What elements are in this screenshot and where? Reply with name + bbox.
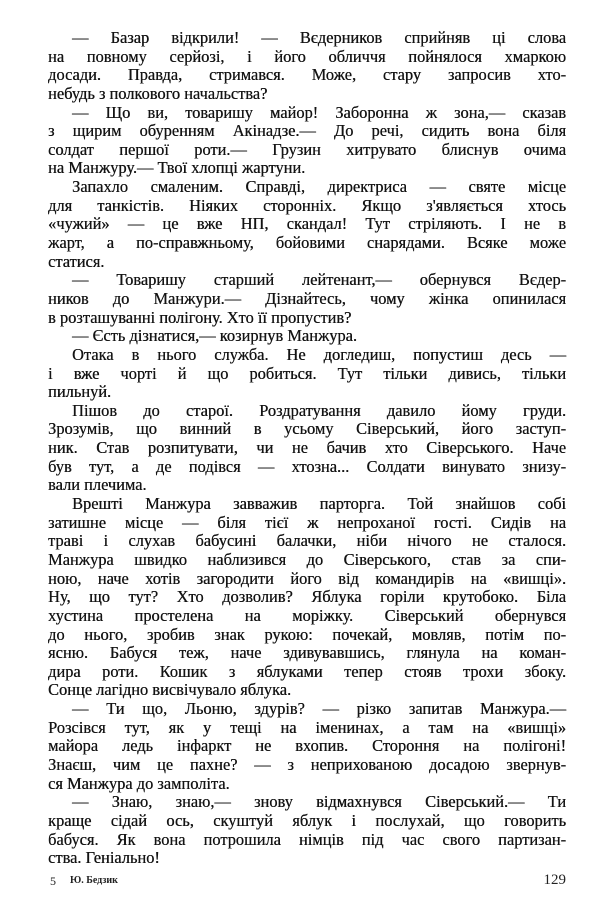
text-line: на Манжуру.— Твої хлопці жартуни. xyxy=(48,158,306,178)
text-line: затишне місце — біля тієї ж непроханої гості. Сидів на xyxy=(48,512,566,532)
text-line: ною, наче хотів загородити його від командирів на «вишці». xyxy=(48,568,566,588)
text-line: Манжура швидко наблизився до Сіверського, став за спи- xyxy=(48,549,566,569)
text-line: Зрозумів, що винний в усьому Сіверський, його заступ- xyxy=(48,419,566,439)
page-number: 129 xyxy=(543,872,566,888)
text-line: траві і слухав бабусині балачки, ніби нічого не сталося. xyxy=(48,531,566,551)
signature-mark: 5 xyxy=(50,874,56,888)
text-line: майора ледь інфаркт не вхопив. Стороння на полігоні! xyxy=(48,736,566,756)
paragraph xyxy=(48,402,566,495)
text-line: дира роти. Кошик з яблуками тепер стояв трохи збоку. xyxy=(48,661,566,681)
text-line: Отака в нього служба. Не догледиш, попустиш десь — xyxy=(72,344,566,364)
text-line: Ну, що тут? Хто дозволив? Яблука горіли крутобоко. Біла xyxy=(48,587,566,607)
text-line: Знаєш, чим це пахне? — з неприхованою досадою звернув- xyxy=(48,754,566,774)
text-line: ся Манжура до замполіта. xyxy=(48,773,230,793)
text-line: хустина простелена на моріжку. Сіверський обернувся xyxy=(48,605,566,625)
paragraph xyxy=(48,700,566,793)
paragraph xyxy=(48,29,566,104)
paragraph xyxy=(48,793,566,868)
text-line: з щирим обуренням Акінадзе.— До речі, сидить вона біля xyxy=(48,121,566,141)
text-line: солдат першої роти.— Грузин хитрувато блиснув очима xyxy=(48,139,566,159)
text-line: був тут, а де подівся — хтозна... Солдати винувато знизу- xyxy=(48,456,566,476)
page-body xyxy=(48,29,566,868)
text-line: на повному серйозі, і його обличчя пойнялося хмаркою xyxy=(48,46,566,66)
text-line: — Єсть дізнатися,— козирнув Манжура. xyxy=(72,326,357,346)
text-line: вали плечима. xyxy=(48,475,147,495)
page-footer xyxy=(50,872,566,892)
text-line: ства. Геніально! xyxy=(48,848,160,868)
text-line: «чужий» — це вже НП, скандал! Тут стріляють. І не в xyxy=(48,214,566,234)
paragraph xyxy=(48,495,566,700)
text-line: і вже чорті й що робиться. Тут тільки дивись, тільки xyxy=(48,363,566,383)
text-line: для танкістів. Ніяких сторонніх. Якщо з'являється хтось xyxy=(48,195,566,215)
text-line: — Ти що, Льоню, здурів? — різко запитав Манжура.— xyxy=(72,699,566,719)
text-line: — Базар відкрили! — Вєдерников сприйняв ці слова xyxy=(72,28,566,47)
text-line: — Що ви, товаришу майор! Заборонна ж зона,— сказав xyxy=(72,102,566,122)
paragraph xyxy=(48,271,566,327)
text-line: досади. Правда, стримався. Може, стару запросив хто- xyxy=(48,65,566,85)
text-line: небудь з полкового начальства? xyxy=(48,83,268,103)
text-line: жарт, а по-справжньому, бойовими снарядами. Всяке може xyxy=(48,233,566,253)
paragraph xyxy=(48,104,566,179)
text-line: Запахло смаленим. Справді, директриса — святе місце xyxy=(72,177,566,197)
paragraph xyxy=(48,327,566,346)
text-line: ясню. Бабуся теж, наче здивувавшись, глянула на коман- xyxy=(48,643,566,663)
text-line: ник. Став розпитувати, чи не бачив хто Сіверського. Наче xyxy=(48,438,566,458)
footer-author: Ю. Бедзик xyxy=(70,875,118,886)
text-line: краще сідай ось, скуштуй яблук і послухай, що говорить xyxy=(48,810,566,830)
text-line: Розсівся тут, як у тещі на іменинах, а там на «вишці» xyxy=(48,717,566,737)
text-line: — Товаришу старший лейтенант,— обернувся Вєдер- xyxy=(72,270,566,290)
text-line: ников до Манжури.— Дізнайтесь, чому жінка опинилася xyxy=(48,288,566,308)
text-line: Пішов до старої. Роздратування давило йому груди. xyxy=(72,400,566,420)
text-line: статися. xyxy=(48,251,105,271)
text-line: Врешті Манжура завважив парторга. Той знайшов собі xyxy=(72,494,566,514)
text-line: до нього, зробив знак рукою: почекай, мовляв, потім по- xyxy=(48,624,566,644)
text-line: бабуся. Як вона потрошила німців під час свого партизан- xyxy=(48,829,566,849)
text-line: — Знаю, знаю,— знову відмахнувся Сіверський.— Ти xyxy=(72,792,566,812)
paragraph xyxy=(48,346,566,402)
text-line: Сонце лагідно висвічувало яблука. xyxy=(48,680,292,700)
paragraph xyxy=(48,178,566,271)
text-line: в розташуванні полігону. Хто її пропустив? xyxy=(48,307,352,327)
text-line: пильнуй. xyxy=(48,382,112,402)
